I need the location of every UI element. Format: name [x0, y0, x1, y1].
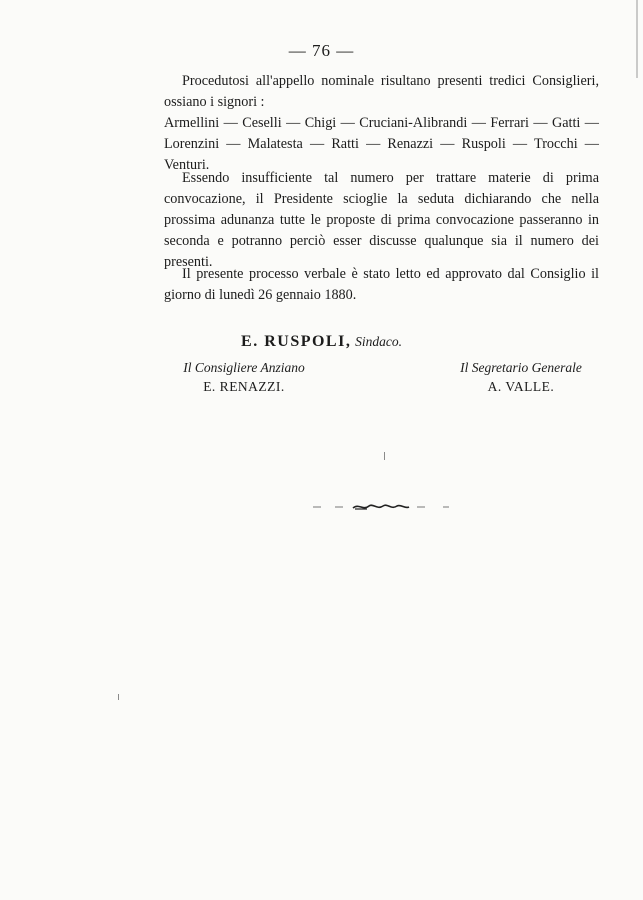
mayor-title: Sindaco. — [355, 334, 402, 349]
signatory-role: Il Segretario Generale — [460, 360, 582, 375]
paragraph-councillor-list: Armellini — Ceselli — Chigi — Cruciani-Alibrandi — Ferrari — Gatti — Lorenzini — Malatesta — Ratti — Renazzi — Ruspoli — Trocchi — Venturi. — [164, 115, 599, 173]
signatory-name: A. VALLE. — [487, 379, 555, 394]
paragraph-roll-call: Procedutosi all'appello nominale risultano presenti tredici Consiglieri, ossiano i signori : — [164, 73, 599, 110]
signatory-name: E. RENAZZI. — [203, 379, 285, 394]
signatory-role: Il Consigliere Anziano — [183, 360, 305, 375]
mayor-name: E. RUSPOLI, — [241, 333, 352, 350]
scan-speck — [384, 452, 385, 460]
end-ornament-icon — [305, 500, 455, 514]
paragraph-session-dissolved: Essendo insufficiente tal numero per trattare materie di prima convocazione, il Presidente scioglie la seduta dichiarando che nella prossima adunanza tutte le proposte di prima convocazione passeranno in seconda e potranno perciò esser discusse qualunque sia il numero dei presenti. — [164, 170, 599, 270]
scan-edge-mark — [636, 0, 638, 78]
paragraph-approval: Il presente processo verbale è stato letto ed approvato dal Consiglio il giorno di lunedì 26 gennaio 1880. — [164, 266, 599, 303]
page-number: — 76 — — [288, 41, 355, 60]
scan-speck — [118, 694, 119, 700]
mayor-signature — [0, 333, 643, 351]
signatory-elder-councillor — [164, 358, 324, 396]
signatory-secretary — [440, 358, 602, 396]
